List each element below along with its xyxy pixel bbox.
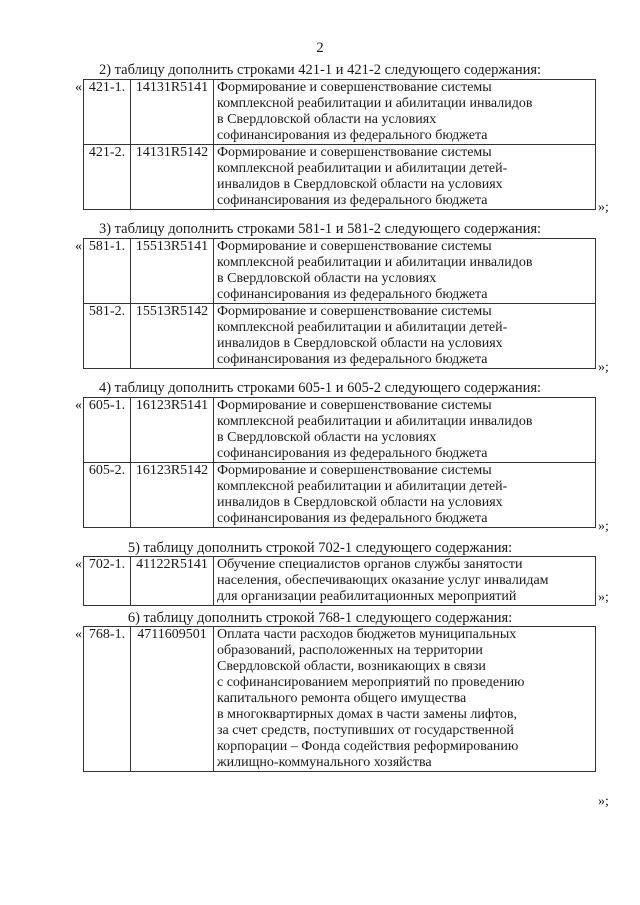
row-text: Формирование и совершенствование системы комплексной реабилитации и абилитации инвалидов в Свердловской области на условиях софинансирования из федерального бюджета <box>214 398 596 463</box>
table-row <box>84 557 596 606</box>
section-intro: 6) таблицу дополнить строкой 768-1 следующего содержания: <box>127 610 513 626</box>
page-number: 2 <box>316 40 324 56</box>
close-quote: »; <box>598 794 609 809</box>
row-code: 16123R5141 <box>131 398 214 463</box>
table-row <box>84 80 596 145</box>
open-quote: « <box>75 80 82 95</box>
row-text: Формирование и совершенствование системы комплексной реабилитации и абилитации детей- инвалидов в Свердловской области на условиях софинансирования из федерального бюджета <box>214 463 596 528</box>
row-number: 421-2. <box>84 145 131 210</box>
row-text: Оплата части расходов бюджетов муниципальных образований, расположенных на территории Свердловской области, возникающих в связи с софинансированием мероприятий по проведению капитального ремонта общего имущества в многоквартирных домах в части замены лифтов, за счет средств, поступивших от государственной корпорации – Фонда содействия реформированию жилищно-коммунального хозяйства <box>214 627 596 772</box>
open-quote: « <box>75 627 82 642</box>
row-text: Обучение специалистов органов службы занятости населения, обеспечивающих оказание услуг инвалидам для организации реабилитационных мероприятий <box>214 557 596 606</box>
table-row <box>84 304 596 369</box>
row-number: 702-1. <box>84 557 131 606</box>
open-quote: « <box>75 398 82 413</box>
table-row <box>84 145 596 210</box>
row-text: Формирование и совершенствование системы комплексной реабилитации и абилитации детей- инвалидов в Свердловской области на условиях софинансирования из федерального бюджета <box>214 304 596 369</box>
amendment-table <box>83 626 596 772</box>
amendment-table <box>83 238 596 369</box>
open-quote: « <box>75 239 82 254</box>
row-number: 581-2. <box>84 304 131 369</box>
table-row <box>84 398 596 463</box>
row-number: 605-1. <box>84 398 131 463</box>
row-text: Формирование и совершенствование системы комплексной реабилитации и абилитации инвалидов в Свердловской области на условиях софинансирования из федерального бюджета <box>214 239 596 304</box>
row-text: Формирование и совершенствование системы комплексной реабилитации и абилитации детей- инвалидов в Свердловской области на условиях софинансирования из федерального бюджета <box>214 145 596 210</box>
row-number: 768-1. <box>84 627 131 772</box>
table-row <box>84 239 596 304</box>
row-number: 421-1. <box>84 80 131 145</box>
table-row <box>84 627 596 772</box>
section-intro: 5) таблицу дополнить строкой 702-1 следующего содержания: <box>127 540 513 556</box>
close-quote: »; <box>598 200 609 215</box>
row-text: Формирование и совершенствование системы комплексной реабилитации и абилитации инвалидов в Свердловской области на условиях софинансирования из федерального бюджета <box>214 80 596 145</box>
row-code: 4711609501 <box>131 627 214 772</box>
row-number: 605-2. <box>84 463 131 528</box>
section-intro: 2) таблицу дополнить строками 421-1 и 421-2 следующего содержания: <box>98 62 542 78</box>
open-quote: « <box>75 557 82 572</box>
row-code: 16123R5142 <box>131 463 214 528</box>
close-quote: »; <box>598 360 609 375</box>
row-code: 15513R5142 <box>131 304 214 369</box>
table-row <box>84 463 596 528</box>
row-number: 581-1. <box>84 239 131 304</box>
row-code: 14131R5142 <box>131 145 214 210</box>
close-quote: »; <box>598 519 609 534</box>
row-code: 14131R5141 <box>131 80 214 145</box>
amendment-table <box>83 556 596 606</box>
row-code: 15513R5141 <box>131 239 214 304</box>
row-code: 41122R5141 <box>131 557 214 606</box>
close-quote: »; <box>598 590 609 605</box>
amendment-table <box>83 79 596 210</box>
section-intro: 4) таблицу дополнить строками 605-1 и 605-2 следующего содержания: <box>98 380 542 396</box>
amendment-table <box>83 397 596 528</box>
section-intro: 3) таблицу дополнить строками 581-1 и 581-2 следующего содержания: <box>98 221 542 237</box>
